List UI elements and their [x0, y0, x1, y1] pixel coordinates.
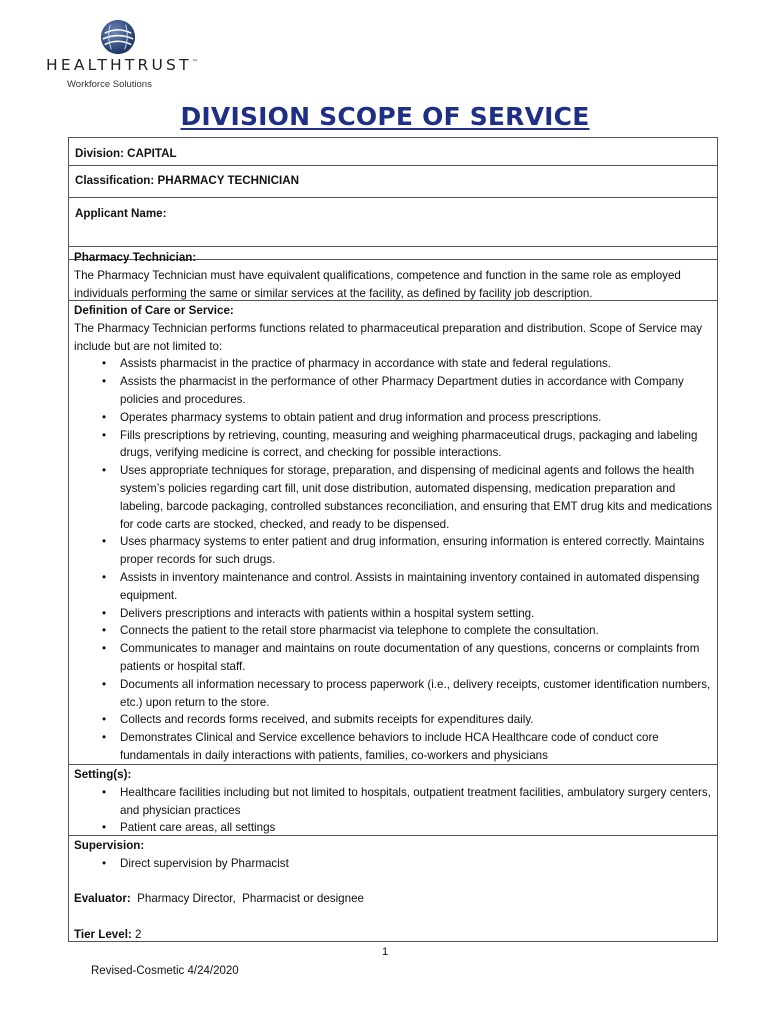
division-label: Division: CAPITAL	[75, 147, 177, 160]
list-item: • Delivers prescriptions and interacts with patients within a hospital system setting.	[74, 605, 713, 623]
list-item: • Healthcare facilities including but not limited to hospitals, outpatient treatment facilities, ambulatory surgery centers, and physician practices	[74, 784, 713, 820]
pharmacy-technician-section	[68, 246, 718, 301]
applicant-name-label: Applicant Name:	[75, 207, 167, 220]
division-row	[69, 138, 717, 166]
list-item: • Assists in inventory maintenance and control. Assists in maintaining inventory contained in automated dispensing equipment.	[74, 569, 713, 605]
list-item: • Uses appropriate techniques for storage, preparation, and dispensing of medicinal agents and follows the health system’s policies regarding cart fill, unit dose distribution, automated dispensing, medication preparation and labeling, barcode packaging, controlled substances reconciliation, and ensuring that EMT drug kits and medications for code carts are stocked, checked, and ready to be dispensed.	[74, 462, 713, 533]
list-item: • Communicates to manager and maintains on route documentation of any questions, concerns or complaints from patients or hospital staff.	[74, 640, 713, 676]
section-heading: Pharmacy Technician:	[74, 251, 197, 264]
section-heading: Setting(s):	[74, 768, 132, 781]
evaluator-label: Evaluator:	[74, 892, 131, 906]
classification-label: Classification: PHARMACY TECHNICIAN	[75, 174, 299, 187]
header-fields-table	[68, 137, 718, 260]
list-item: • Uses pharmacy systems to enter patient and drug information, ensuring information is entered correctly. Maintains proper records for such drugs.	[74, 533, 713, 569]
definition-intro: The Pharmacy Technician performs functions related to pharmaceutical preparation and distribution. Scope of Service may include but are not limited to:	[74, 321, 703, 353]
tier-level-value: 2	[131, 927, 142, 941]
evaluator-line	[74, 890, 713, 908]
list-item: • Assists the pharmacist in the performance of other Pharmacy Department duties in accordance with Company policies and procedures.	[74, 373, 713, 409]
section-heading: Definition of Care or Service:	[74, 304, 234, 317]
logo-wordmark: HEALTHTRUST™	[46, 56, 198, 74]
settings-section	[68, 764, 718, 836]
applicant-row	[69, 198, 717, 232]
list-item: • Demonstrates Clinical and Service excellence behaviors to include HCA Healthcare code of conduct core fundamentals in daily interactions with patients, families, co-workers and physicians	[74, 729, 713, 765]
section-text: The Pharmacy Technician must have equivalent qualifications, competence and function in the same role as employed individuals performing the same or similar services at the facility, as defined by facility job description.	[74, 268, 681, 300]
evaluator-value: Pharmacy Director, Pharmacist or designee	[130, 892, 364, 906]
definition-section	[68, 300, 718, 765]
tier-level-line	[74, 926, 713, 944]
list-item: • Documents all information necessary to process paperwork (i.e., delivery receipts, customer identification numbers, etc.) upon return to the store.	[74, 676, 713, 712]
trademark-symbol: ™	[191, 58, 198, 66]
list-item: • Fills prescriptions by retrieving, counting, measuring and weighing pharmaceutical drugs, packaging and labeling drugs, verifying medicine is correct, and checking for possible interactions.	[74, 427, 713, 463]
logo-subtitle: Workforce Solutions	[67, 79, 152, 90]
globe-icon	[99, 18, 137, 56]
healthtrust-logo	[40, 18, 200, 92]
list-item: • Assists pharmacist in the practice of pharmacy in accordance with state and federal regulations.	[74, 355, 713, 373]
tier-level-label: Tier Level:	[74, 927, 132, 941]
section-heading: Supervision:	[74, 839, 145, 852]
list-item: • Operates pharmacy systems to obtain patient and drug information and process prescriptions.	[74, 409, 713, 427]
list-item: • Collects and records forms received, and submits receipts for expenditures daily.	[74, 711, 713, 729]
classification-row	[69, 166, 717, 198]
page-title: DIVISION SCOPE OF SERVICE	[180, 102, 590, 131]
supervision-section	[68, 835, 718, 942]
page-number: 1	[381, 946, 389, 958]
list-item: • Direct supervision by Pharmacist	[74, 855, 713, 873]
list-item: • Patient care areas, all settings	[74, 819, 713, 837]
list-item: • Connects the patient to the retail store pharmacist via telephone to complete the consultation.	[74, 622, 713, 640]
revision-footer: Revised-Cosmetic 4/24/2020	[91, 965, 239, 977]
